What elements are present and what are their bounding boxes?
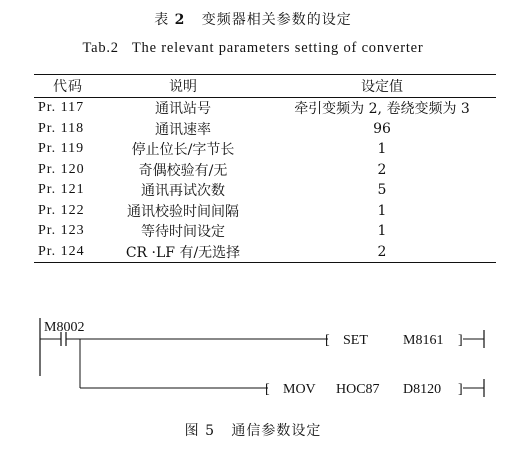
cell-value: 2 [268, 242, 496, 263]
cell-code: Pr. 118 [38, 120, 85, 136]
table-row [34, 201, 496, 222]
set-close-bracket: ] [458, 333, 463, 348]
mov-close-bracket: ] [458, 382, 463, 397]
set-instruction: SET [343, 333, 368, 348]
cell-code: Pr. 124 [34, 242, 98, 263]
cell-value: 1 [377, 202, 387, 219]
cell-description: CR ·LF 有/无选择 [98, 242, 268, 263]
header-description: 说明 [98, 75, 268, 98]
cell-value: 1 [377, 141, 387, 158]
table-header-row [34, 75, 496, 98]
cell-code: Pr. 123 [38, 223, 85, 239]
table-row [34, 180, 496, 201]
table-row [34, 242, 496, 263]
table-caption-number: 2 [174, 12, 186, 28]
cell-code: Pr. 120 [38, 161, 85, 177]
cell-value: 5 [377, 182, 387, 199]
table-row [34, 119, 496, 140]
table-row [34, 221, 496, 242]
cell-code: Pr. 119 [38, 141, 85, 157]
mov-instruction: MOV [283, 382, 316, 397]
cell-description: 停止位长/字节长 [131, 142, 235, 159]
set-open-bracket: [ [325, 333, 330, 348]
cell-description: 通讯速率 [155, 121, 211, 138]
table-caption-prefix: 表 [154, 12, 170, 28]
table-row [34, 139, 496, 160]
cell-code: Pr. 122 [38, 202, 85, 218]
cell-description: 通讯站号 [155, 101, 211, 118]
figure-caption: 图 5 通信参数设定 [184, 423, 322, 439]
table-caption-cn [0, 9, 506, 29]
parameters-table [34, 74, 496, 263]
contact-label: M8002 [44, 320, 85, 335]
table-body [34, 98, 496, 263]
cell-code: Pr. 121 [38, 182, 85, 198]
mov-destination: D8120 [403, 382, 442, 397]
cell-description: 通讯再试次数 [141, 183, 225, 200]
table-row [34, 98, 496, 119]
cell-value: 1 [377, 223, 387, 240]
cell-value: 96 [373, 120, 391, 137]
cell-code: Pr. 117 [38, 100, 85, 116]
cell-description: 通讯校验时间间隔 [127, 203, 239, 220]
mov-source: HOC87 [336, 382, 380, 397]
set-operand: M8161 [403, 333, 444, 348]
cell-value: 2 [377, 161, 387, 178]
table-caption-title: 变频器相关参数的设定 [201, 12, 352, 28]
cell-description: 等待时间设定 [141, 224, 225, 241]
cell-description: 奇偶校验有/无 [138, 162, 228, 179]
table-caption-en: Tab.2 The relevant parameters setting of converter [82, 40, 424, 56]
mov-open-bracket: [ [265, 382, 270, 397]
cell-value: 牵引变频为 2, 卷绕变频为 3 [294, 101, 470, 118]
ladder-diagram [0, 310, 506, 410]
header-code: 代码 [34, 75, 98, 98]
table-row [34, 160, 496, 181]
header-value: 设定值 [268, 75, 496, 98]
